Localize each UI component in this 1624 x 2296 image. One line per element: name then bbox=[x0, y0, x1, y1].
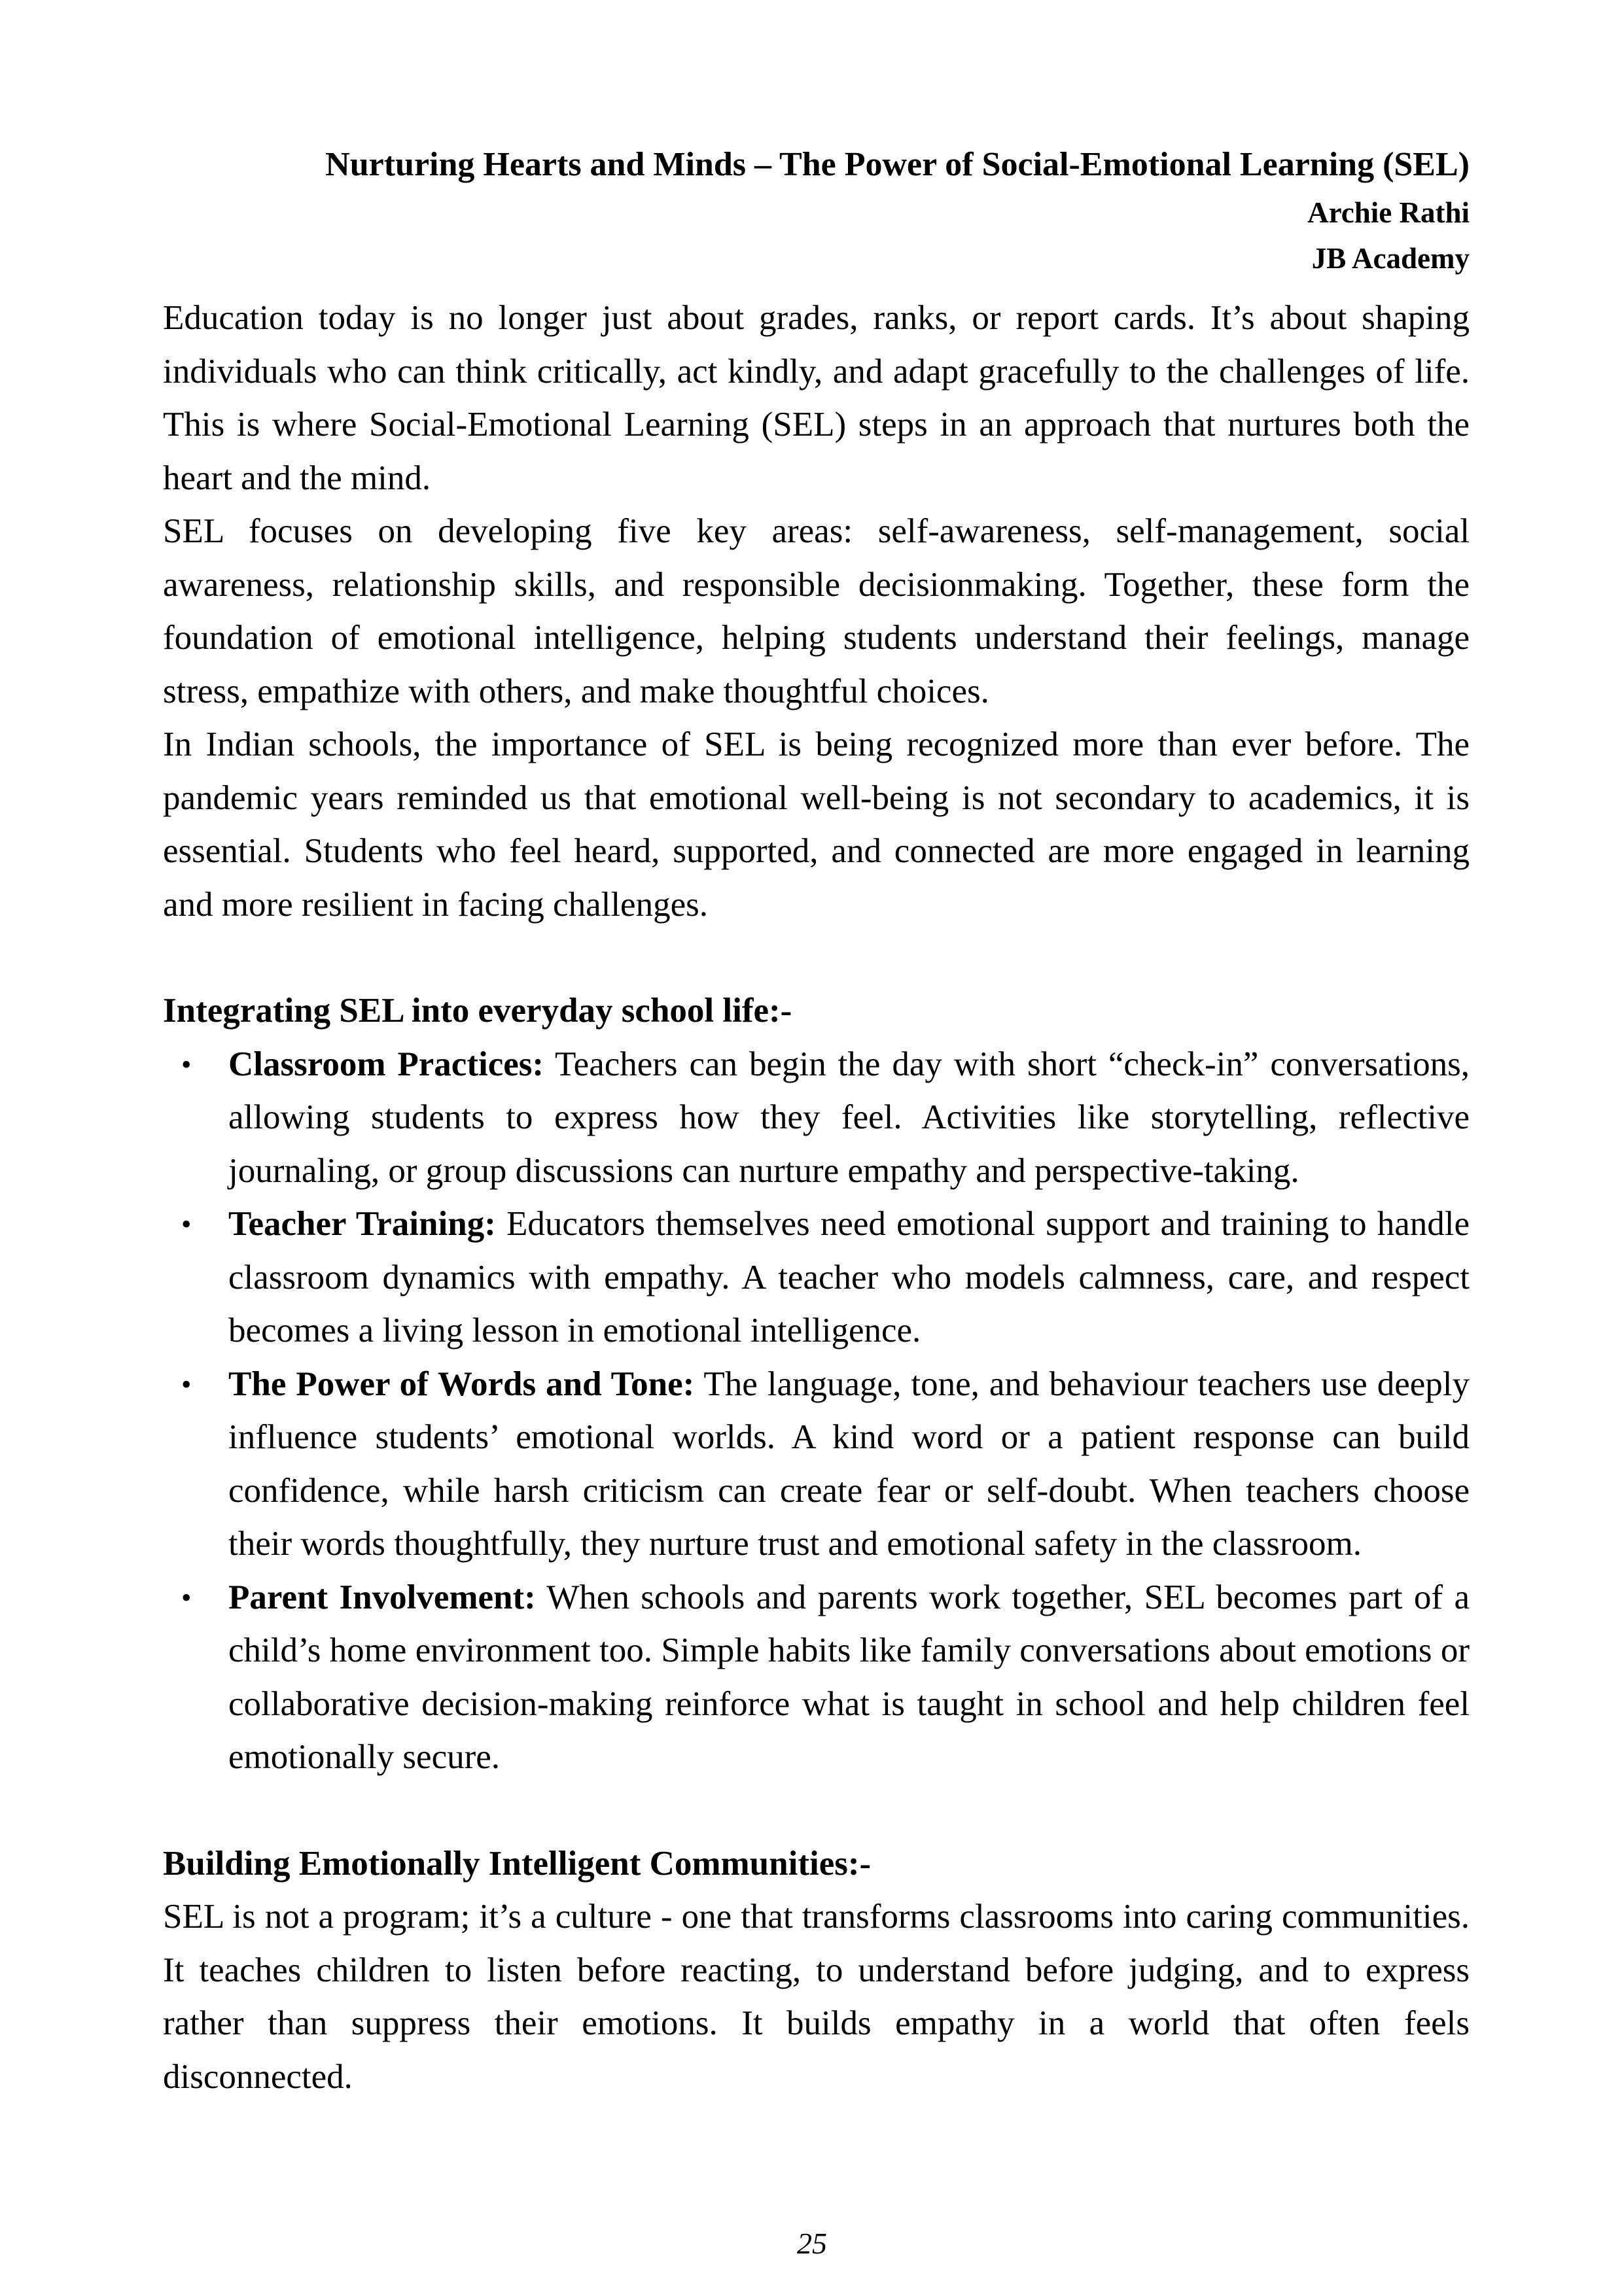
bullet-icon: • bbox=[181, 1048, 192, 1081]
intro-paragraph: SEL focuses on developing five key areas: self-awareness, self-management, social awareness, relationship skills, and responsible decisionmaking. Together, these form the foundation of emotional intelligence, helping students understand their feelings, manage stress, empathize with others, and make thoughtful choices. bbox=[163, 512, 1470, 710]
bullet-icon: • bbox=[181, 1368, 192, 1400]
list-item-text: Educators themselves need emotional support and training to handle classroom dynamics with empathy. A teacher who models calmness, care, and respect becomes a living lesson in emotional intelligence. bbox=[228, 1205, 1470, 1349]
list-item bbox=[181, 1198, 1470, 1358]
list-item-text: When schools and parents work together, SEL becomes part of a child’s home environment too. Simple habits like family conversations about emotions or collaborative decision-making reinforce what is taught in school and help children feel emotionally secure. bbox=[228, 1578, 1470, 1776]
spacer bbox=[163, 931, 1470, 984]
section-heading-communities: Building Emotionally Intelligent Communities:- bbox=[163, 1844, 872, 1883]
list-item-text: Teachers can begin the day with short “check-in” conversations, allowing students to express how they feel. Activities like storytelling, reflective journaling, or group discussions can nurture empathy and perspective-taking. bbox=[228, 1045, 1470, 1190]
bullet-icon: • bbox=[181, 1581, 192, 1614]
list-item bbox=[181, 1571, 1470, 1784]
list-item-label: The Power of Words and Tone: bbox=[228, 1365, 695, 1403]
author-name: Archie Rathi bbox=[1307, 196, 1470, 229]
spacer bbox=[163, 1784, 1470, 1837]
list-item-label: Classroom Practices: bbox=[228, 1045, 544, 1083]
list-item-label: Teacher Training: bbox=[228, 1205, 496, 1243]
article-title: Nurturing Hearts and Minds – The Power of Social-Emotional Learning (SEL) bbox=[325, 146, 1470, 183]
page-number: 25 bbox=[797, 2227, 827, 2260]
list-item-label: Parent Involvement: bbox=[228, 1578, 536, 1616]
bullet-icon: • bbox=[181, 1208, 192, 1240]
section-paragraph: SEL is not a program; it’s a culture - one that transforms classrooms into caring communities. It teaches children to listen before reacting, to understand before judging, and to express rather than suppress their emotions. It builds empathy in a world that often feels disconnected. bbox=[163, 1898, 1470, 2096]
list-item bbox=[181, 1038, 1470, 1198]
section-heading-integrating-sel: Integrating SEL into everyday school life:- bbox=[163, 992, 792, 1030]
list-item-text: The language, tone, and behaviour teachers use deeply influence students’ emotional worlds. A kind word or a patient response can build confidence, while harsh criticism can create fear or self-doubt. When teachers choose their words thoughtfully, they nurture trust and emotional safety in the classroom. bbox=[228, 1365, 1470, 1563]
bullet-list bbox=[163, 1038, 1470, 1784]
intro-paragraph: In Indian schools, the importance of SEL is being recognized more than ever before. The pandemic years reminded us that emotional well-being is not secondary to academics, it is essential. Students who feel heard, supported, and connected are more engaged in learning and more resilient in facing challenges. bbox=[163, 725, 1470, 924]
author-organization: JB Academy bbox=[1311, 242, 1470, 275]
article-body bbox=[163, 292, 1470, 2104]
intro-paragraph: Education today is no longer just about grades, ranks, or report cards. It’s about shaping individuals who can think critically, act kindly, and adapt gracefully to the challenges of life. This is where Social-Emotional Learning (SEL) steps in an approach that nurtures both the heart and the mind. bbox=[163, 299, 1470, 497]
list-item bbox=[181, 1358, 1470, 1571]
